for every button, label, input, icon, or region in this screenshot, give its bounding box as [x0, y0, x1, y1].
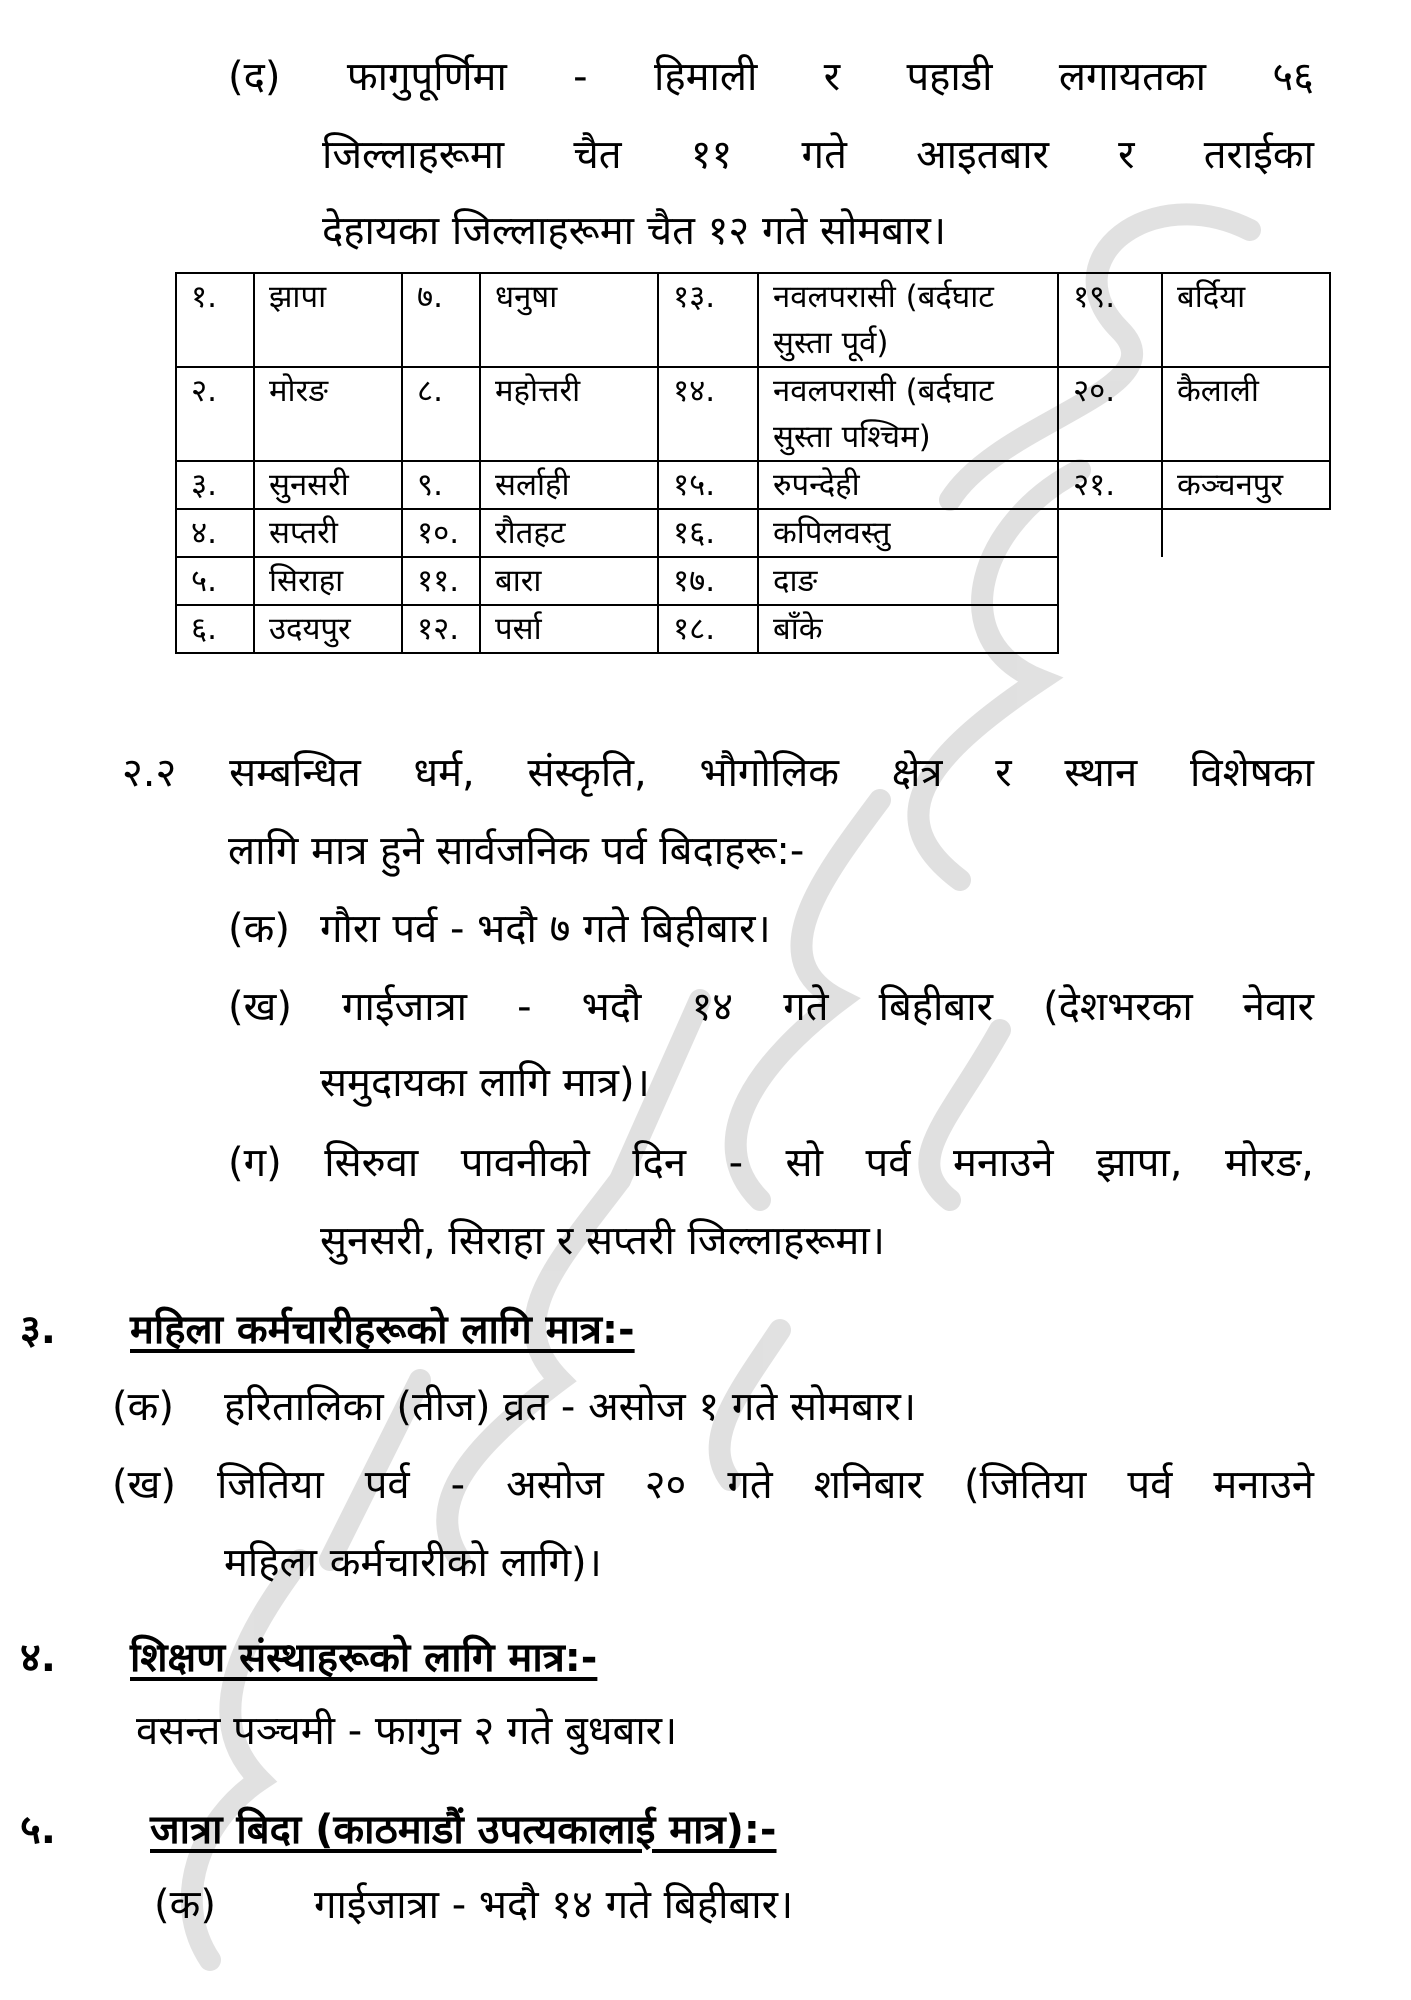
serial-number-cell: १४. [658, 367, 758, 461]
word: र [1118, 132, 1135, 178]
fagupurnima-line-3: देहायका जिल्लाहरूमा चैत १२ गते सोमबार। [322, 208, 947, 254]
serial-number-cell: ४. [176, 509, 254, 557]
word: तराईका [1203, 132, 1314, 178]
gaijatra-item [228, 982, 1314, 1032]
district-name-cell: सुनसरी [254, 461, 402, 509]
item-label-d: (द) [228, 54, 281, 100]
section-5-heading [20, 1800, 1320, 1856]
table-row [176, 509, 1330, 557]
table-row [176, 461, 1330, 509]
empty-cell [1058, 605, 1162, 653]
word: मोरङ, [1225, 1140, 1314, 1186]
jitiya-item [112, 1460, 1314, 1510]
word: बिहीबार [878, 984, 993, 1030]
word: भदौ [581, 984, 642, 1030]
district-name-cell: धनुषा [480, 273, 658, 367]
serial-number-cell: १. [176, 273, 254, 367]
district-name-cell: कपिलवस्तु [758, 509, 1058, 557]
section-title: शिक्षण संस्थाहरूको लागि मात्र:- [130, 1635, 598, 1681]
empty-cell [1058, 509, 1162, 557]
section-number: ४. [20, 1635, 56, 1681]
district-name-cell: रौतहट [480, 509, 658, 557]
district-name-cell: बर्दिया [1162, 273, 1330, 367]
word: गते [801, 132, 847, 178]
serial-number-cell: ७. [402, 273, 480, 367]
word: (जितिया [964, 1462, 1087, 1508]
serial-number-cell: ३. [176, 461, 254, 509]
section-2-2-line-2: लागि मात्र हुने सार्वजनिक पर्व बिदाहरू:- [228, 828, 805, 874]
district-name-cell: नवलपरासी (बर्दघाट सुस्ता पूर्व) [758, 273, 1058, 367]
jitiya-item-cont: महिला कर्मचारीको लागि)। [224, 1540, 602, 1586]
empty-cell [1162, 509, 1330, 557]
section-title: जात्रा बिदा (काठमाडौं उपत्यकालाई मात्र):- [150, 1807, 777, 1853]
item-text: हरितालिका (तीज) व्रत - असोज १ गते सोमबार। [224, 1384, 917, 1430]
word: क्षेत्र [891, 750, 943, 796]
district-name-cell: झापा [254, 273, 402, 367]
gaijatra-valley-item [154, 1880, 793, 1930]
gaura-parba-item [228, 904, 771, 954]
empty-cell [1058, 557, 1162, 605]
word: लगायतका [1058, 54, 1206, 100]
word: धर्म, [413, 750, 475, 796]
serial-number-cell: १९. [1058, 273, 1162, 367]
word: गाईजात्रा [342, 984, 468, 1030]
word: भौगोलिक [699, 750, 840, 796]
word: ५६ [1272, 54, 1314, 100]
item-label-ka: (क) [154, 1882, 216, 1928]
word: चैत [573, 132, 622, 178]
teej-item [112, 1382, 916, 1432]
table-row [176, 605, 1330, 653]
district-name-cell: पर्सा [480, 605, 658, 653]
word: पर्व [364, 1462, 410, 1508]
item-label-ka: (क) [112, 1384, 174, 1430]
word: जिल्लाहरूमा [322, 132, 505, 178]
word: - [450, 1462, 466, 1508]
siruwa-pawani-item [228, 1138, 1314, 1188]
siruwa-pawani-item-cont: सुनसरी, सिराहा र सप्तरी जिल्लाहरूमा। [320, 1218, 885, 1264]
serial-number-cell: २१. [1058, 461, 1162, 509]
word: र [995, 750, 1012, 796]
item-label: (ख) [228, 984, 292, 1030]
word: शनिबार [813, 1462, 924, 1508]
table-row [176, 557, 1330, 605]
word: मनाउने [952, 1140, 1054, 1186]
serial-number-cell: १५. [658, 461, 758, 509]
word: २० [644, 1462, 687, 1508]
table-row [176, 273, 1330, 367]
empty-cell [1162, 605, 1330, 653]
word: सम्बन्धित [229, 750, 361, 796]
word: - [517, 984, 532, 1030]
word: सिरुवा [324, 1140, 419, 1186]
word: झापा, [1096, 1140, 1183, 1186]
district-name-cell: नवलपरासी (बर्दघाट सुस्ता पश्चिम) [758, 367, 1058, 461]
word: नेवार [1242, 984, 1314, 1030]
word: असोज [506, 1462, 604, 1508]
gaijatra-item-cont: समुदायका लागि मात्र)। [320, 1060, 650, 1106]
word: दिन [632, 1140, 687, 1186]
section-number: ३. [20, 1307, 56, 1353]
word: पर्व [865, 1140, 911, 1186]
district-name-cell: दाङ [758, 557, 1058, 605]
word: - [573, 54, 588, 100]
serial-number-cell: ९. [402, 461, 480, 509]
fagupurnima-line-2 [322, 130, 1314, 180]
section-2-2-line-1 [122, 748, 1314, 798]
serial-number-cell: २०. [1058, 367, 1162, 461]
serial-number-cell: १७. [658, 557, 758, 605]
district-name-cell: सर्लाही [480, 461, 658, 509]
item-label: (ग) [228, 1140, 282, 1186]
word: १४ [691, 984, 734, 1030]
empty-cell [1162, 557, 1330, 605]
fagupurnima-line-1 [228, 52, 1314, 102]
word: फागुपूर्णिमा [346, 54, 507, 100]
word: जितिया [216, 1462, 324, 1508]
word: र [823, 54, 841, 100]
serial-number-cell: १६. [658, 509, 758, 557]
word: सो [785, 1140, 823, 1186]
serial-number-cell: ११. [402, 557, 480, 605]
word: मनाउने [1213, 1462, 1314, 1508]
section-number: ५. [20, 1807, 56, 1853]
district-name-cell: बारा [480, 557, 658, 605]
district-name-cell: बाँके [758, 605, 1058, 653]
word: संस्कृति, [527, 750, 647, 796]
word: आइतबार [916, 132, 1049, 178]
word: हिमाली [653, 54, 758, 100]
district-name-cell: मोरङ [254, 367, 402, 461]
district-name-cell: सिराहा [254, 557, 402, 605]
serial-number-cell: १८. [658, 605, 758, 653]
section-title: महिला कर्मचारीहरूको लागि मात्र:- [130, 1307, 635, 1353]
district-name-cell: कञ्चनपुर [1162, 461, 1330, 509]
word: पहाडी [906, 54, 993, 100]
word: गते [783, 984, 829, 1030]
section-4-heading [20, 1628, 1320, 1684]
item-text: गौरा पर्व - भदौ ७ गते बिहीबार। [320, 906, 771, 952]
table-row [176, 367, 1330, 461]
word: (देशभरका [1043, 984, 1193, 1030]
serial-number-cell: १३. [658, 273, 758, 367]
serial-number-cell: ८. [402, 367, 480, 461]
district-name-cell: उदयपुर [254, 605, 402, 653]
item-label-ka: (क) [228, 906, 290, 952]
serial-number-cell: ६. [176, 605, 254, 653]
item-label: (ख) [112, 1462, 176, 1508]
word: ११ [690, 132, 733, 178]
word: गते [727, 1462, 773, 1508]
district-name-cell: महोत्तरी [480, 367, 658, 461]
district-table [175, 272, 1331, 654]
item-text: गाईजात्रा - भदौ १४ गते बिहीबार। [314, 1882, 794, 1928]
word: - [728, 1140, 743, 1186]
district-name-cell: सप्तरी [254, 509, 402, 557]
serial-number-cell: १०. [402, 509, 480, 557]
word: स्थान [1064, 750, 1138, 796]
district-name-cell: कैलाली [1162, 367, 1330, 461]
serial-number-cell: ५. [176, 557, 254, 605]
serial-number-cell: २. [176, 367, 254, 461]
serial-number-cell: १२. [402, 605, 480, 653]
word: विशेषका [1189, 750, 1314, 796]
section-3-heading [20, 1300, 1320, 1356]
word: २.२ [122, 750, 177, 796]
district-name-cell: रुपन्देही [758, 461, 1058, 509]
basanta-panchami-line: वसन्त पञ्चमी - फागुन २ गते बुधबार। [136, 1708, 678, 1754]
word: पावनीको [460, 1140, 590, 1186]
word: पर्व [1127, 1462, 1173, 1508]
